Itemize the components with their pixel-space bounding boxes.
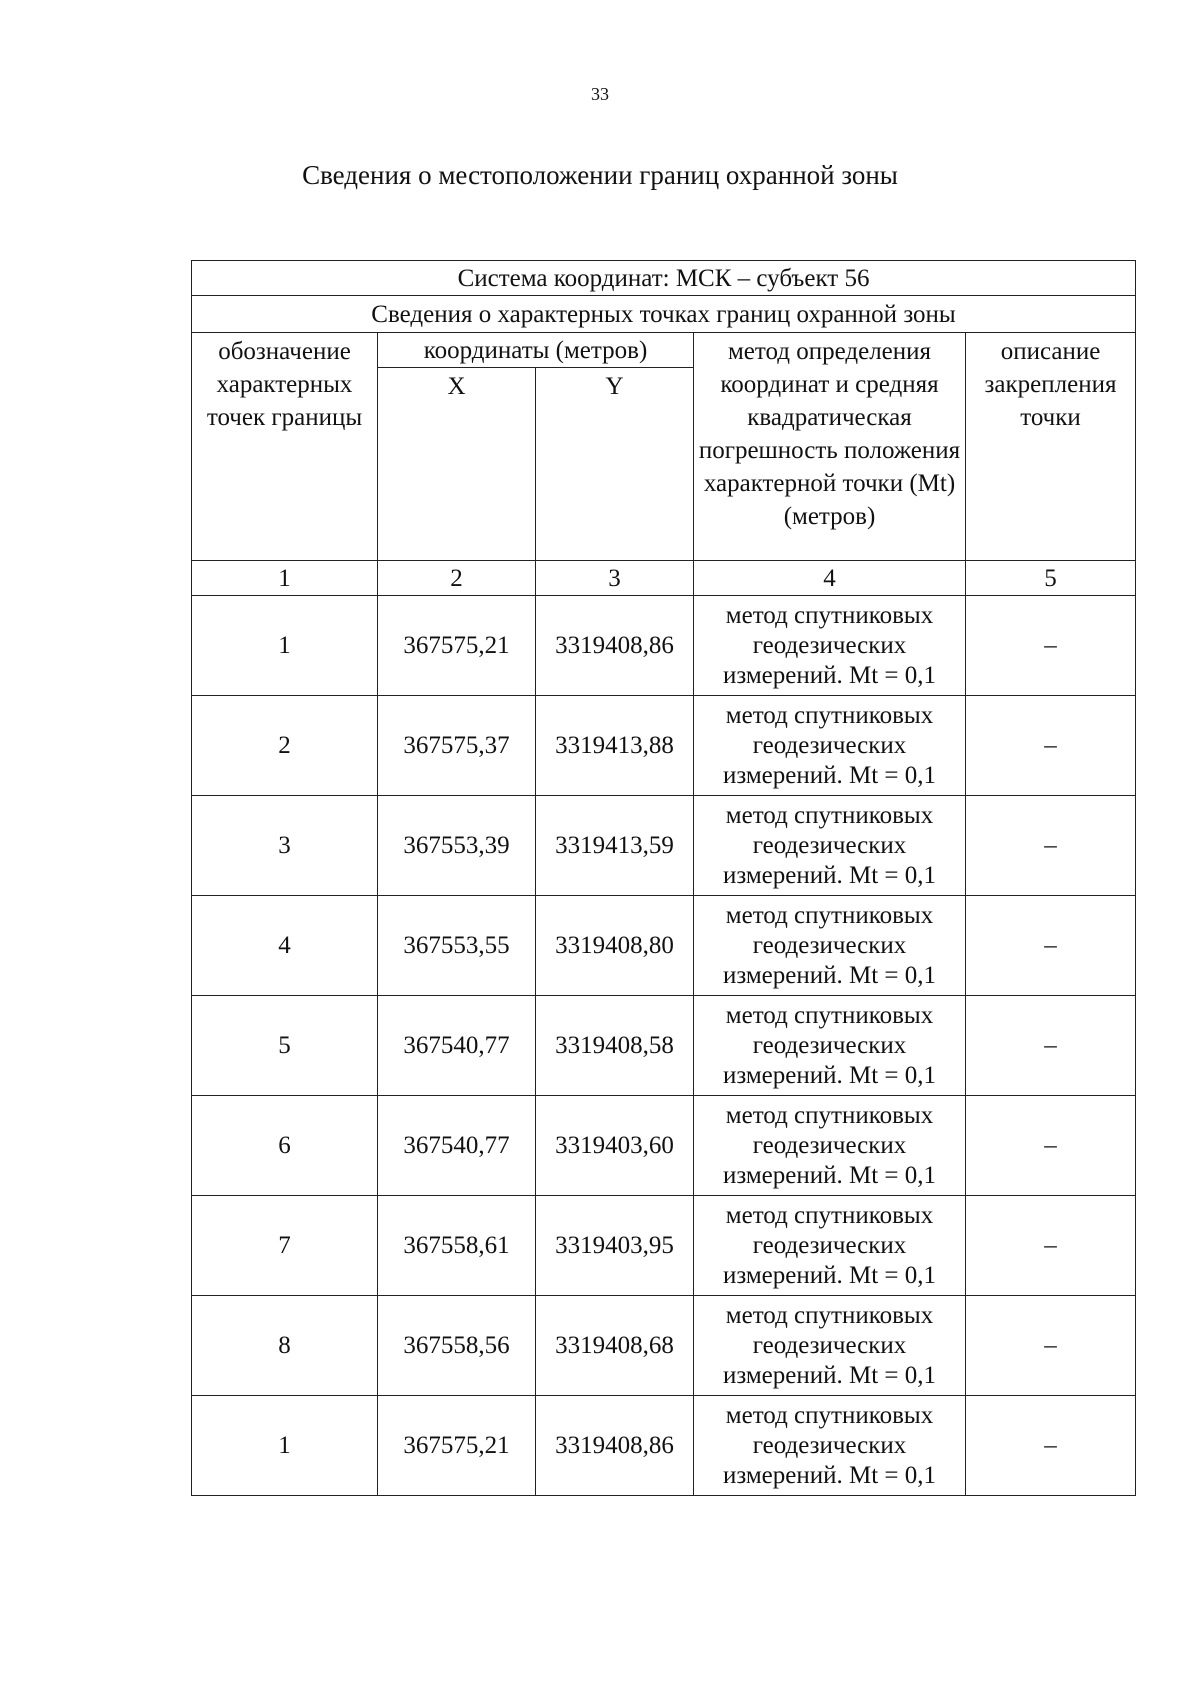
cell-point: 1 [192,596,378,696]
header-point: обозначение характерных точек границы [192,333,378,561]
cell-y: 3319408,86 [536,1396,694,1496]
cell-point: 3 [192,796,378,896]
cell-x: 367558,56 [378,1296,536,1396]
cell-description: – [966,1296,1136,1396]
table-row [192,1296,1136,1396]
cell-description: – [966,1196,1136,1296]
cell-point: 6 [192,1096,378,1196]
cell-x: 367553,55 [378,896,536,996]
cell-x: 367553,39 [378,796,536,896]
header-coords: координаты (метров) [378,333,694,368]
section-title-row [192,296,1136,333]
cell-point: 1 [192,1396,378,1496]
cell-method: метод спутниковых геодезических измерений. Mt = 0,1 [694,996,966,1096]
table-row [192,596,1136,696]
table-row [192,1396,1136,1496]
cell-method: метод спутниковых геодезических измерений. Mt = 0,1 [694,596,966,696]
cell-method: метод спутниковых геодезических измерений. Mt = 0,1 [694,1396,966,1496]
cell-description: – [966,996,1136,1096]
cell-y: 3319408,58 [536,996,694,1096]
cell-method: метод спутниковых геодезических измерений. Mt = 0,1 [694,1296,966,1396]
cell-x: 367575,21 [378,596,536,696]
column-number-row [192,561,1136,596]
coord-system-cell: Система координат: МСК – субъект 56 [192,261,1136,296]
cell-method: метод спутниковых геодезических измерений. Mt = 0,1 [694,696,966,796]
cell-x: 367540,77 [378,1096,536,1196]
cell-method: метод спутниковых геодезических измерений. Mt = 0,1 [694,1096,966,1196]
cell-y: 3319403,95 [536,1196,694,1296]
cell-description: – [966,596,1136,696]
cell-x: 367540,77 [378,996,536,1096]
cell-y: 3319408,80 [536,896,694,996]
column-number: 1 [192,561,378,596]
cell-description: – [966,1096,1136,1196]
cell-description: – [966,696,1136,796]
table-row [192,996,1136,1096]
header-x: X [378,368,536,561]
cell-x: 367575,37 [378,696,536,796]
coordinates-table [191,260,1136,1496]
cell-description: – [966,1396,1136,1496]
column-number: 2 [378,561,536,596]
cell-x: 367558,61 [378,1196,536,1296]
cell-point: 8 [192,1296,378,1396]
column-number: 5 [966,561,1136,596]
cell-description: – [966,896,1136,996]
cell-point: 2 [192,696,378,796]
table-row [192,896,1136,996]
cell-point: 7 [192,1196,378,1296]
page-number: 33 [591,84,609,104]
header-y: Y [536,368,694,561]
table-row [192,1196,1136,1296]
cell-description: – [966,796,1136,896]
cell-x: 367575,21 [378,1396,536,1496]
column-number: 4 [694,561,966,596]
cell-y: 3319413,88 [536,696,694,796]
header-method: метод определения координат и средняя квадратическая погрешность положения характерной точки (Mt) (метров) [694,333,966,561]
coord-system-row [192,261,1136,296]
document-title: Сведения о местоположении границ охранной зоны [302,160,898,190]
cell-point: 5 [192,996,378,1096]
cell-method: метод спутниковых геодезических измерений. Mt = 0,1 [694,896,966,996]
cell-y: 3319408,86 [536,596,694,696]
cell-y: 3319408,68 [536,1296,694,1396]
table-row [192,796,1136,896]
cell-point: 4 [192,896,378,996]
table-row [192,696,1136,796]
column-number: 3 [536,561,694,596]
section-title-cell: Сведения о характерных точках границ охранной зоны [192,296,1136,333]
cell-method: метод спутниковых геодезических измерений. Mt = 0,1 [694,796,966,896]
cell-y: 3319403,60 [536,1096,694,1196]
cell-y: 3319413,59 [536,796,694,896]
table-row [192,1096,1136,1196]
header-description: описание закрепления точки [966,333,1136,561]
cell-method: метод спутниковых геодезических измерений. Mt = 0,1 [694,1196,966,1296]
header-row [192,333,1136,368]
